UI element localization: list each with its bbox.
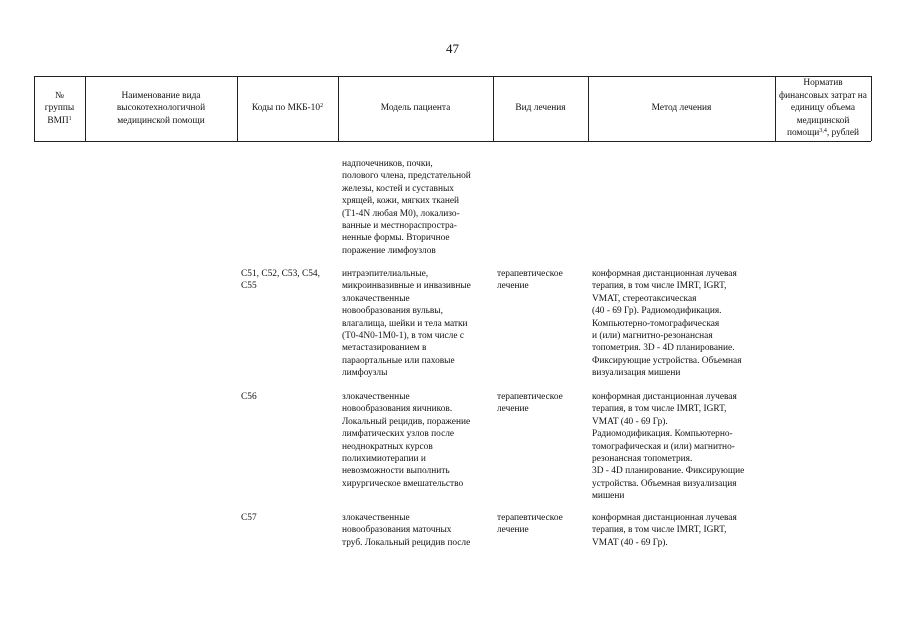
row-model: интраэпителиальные, микроинвазивные и инвазивные злокачественные новообразования вульвы, влагалища, шейки и тела матки (T0-4N0-1M0-1), в том числе с метастазированием в параортальные или паховые лимфоузлы [342, 269, 471, 379]
row-codes: C56 [241, 392, 257, 402]
header-norm: Норматив финансовых затрат на единицу объема медицинской помощи$^{3,4}$, рублей [779, 78, 867, 139]
header-bottom-rule [34, 141, 871, 142]
header-method: Метод лечения [651, 103, 712, 114]
header-codes: Коды по МКБ-$10^2$ [251, 103, 324, 114]
header-group-no: № группы ВМП$^1$ [44, 90, 75, 126]
header-name: Наименование вида высокотехнологичной медицинской помощи [116, 90, 206, 126]
row-model: надпочечников, почки, полового члена, предстательной железы, костей и суставных хрящей, кожи, мягких тканей (T1-4N любая M0), локализо- ванные и местнораспростра- ненные формы. Вторичное поражение лимфоузлов [342, 159, 471, 256]
row-treatment-type: терапевтическое лечение [497, 269, 563, 292]
row-model: злокачественные новообразования яичников. Локальный рецидив, поражение лимфатических узлов после неоднократных курсов полихимиотерапии и невозможности выполнить хирургическое вмешательство [342, 392, 471, 489]
header-treatment-type: Вид лечения [515, 103, 566, 114]
row-treatment-type: терапевтическое лечение [497, 513, 563, 536]
page-number: 47 [446, 41, 459, 56]
row-method: конформная дистанционная лучевая терапия, в том числе IMRT, IGRT, VMAT (40 - 69 Гр). [592, 513, 737, 548]
col-border [871, 76, 872, 141]
row-model: злокачественные новообразования маточных труб. Локальный рецидив после [342, 513, 471, 548]
row-treatment-type: терапевтическое лечение [497, 392, 563, 415]
row-codes: C57 [241, 513, 257, 523]
row-codes: C51, C52, C53, C54, C55 [241, 269, 320, 292]
header-model: Модель пациента [380, 103, 451, 114]
row-method: конформная дистанционная лучевая терапия, в том числе IMRT, IGRT, VMAT (40 - 69 Гр). Радиомодификация. Компьютерно- томографическая и (или) магнитно- резонансная топометрия. 3D - 4D планирование. Фиксирующие устройства. Объемная визуализация мишени [592, 392, 745, 502]
row-method: конформная дистанционная лучевая терапия, в том числе IMRT, IGRT, VMAT, стереотаксическая (40 - 69 Гр). Радиомодификация. Компьютерно-томографическая и (или) магнитно-резонансная топометрия. 3D - 4D планирование. Фиксирующие устройства. Объемная визуализация мишени [592, 269, 742, 379]
